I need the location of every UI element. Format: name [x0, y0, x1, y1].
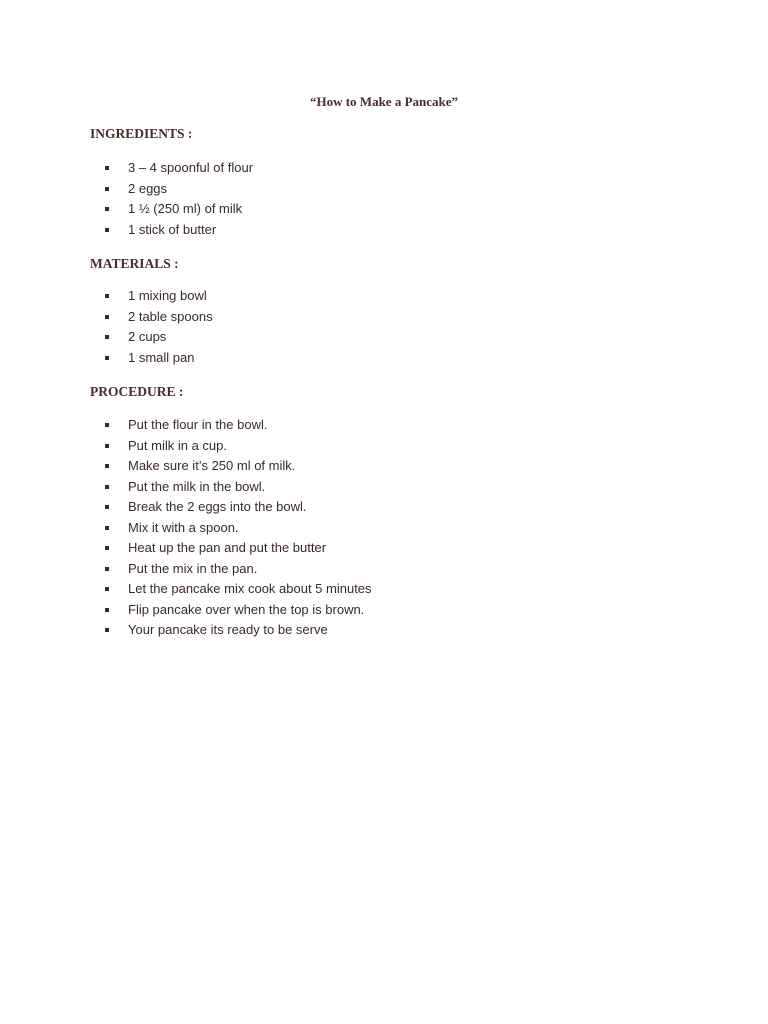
- square-bullet-icon: [105, 356, 109, 360]
- square-bullet-icon: [105, 187, 109, 191]
- list-item-text: Flip pancake over when the top is brown.: [128, 601, 365, 617]
- square-bullet-icon: [105, 315, 109, 319]
- square-bullet-icon: [105, 567, 109, 571]
- list-item-text: 2 table spoons: [128, 308, 213, 324]
- list-item-text: Put the flour in the bowl.: [128, 417, 268, 432]
- square-bullet-icon: [105, 207, 109, 211]
- square-bullet-icon: [105, 485, 109, 489]
- list-item-text: 2 eggs: [128, 180, 168, 196]
- list-item-text: Put the milk in the bowl.: [128, 478, 266, 494]
- list-item-text: Put the mix in the pan.: [128, 560, 258, 576]
- list-item-text: Let the pancake mix cook about 5 minutes: [128, 581, 372, 596]
- list-item-text: 1 mixing bowl: [128, 288, 207, 303]
- list-item-text: Break the 2 eggs into the bowl.: [128, 499, 307, 514]
- square-bullet-icon: [105, 608, 109, 612]
- list-item-text: Heat up the pan and put the butter: [128, 540, 327, 555]
- square-bullet-icon: [105, 423, 109, 427]
- list-item-text: Put milk in a cup.: [128, 437, 227, 453]
- square-bullet-icon: [105, 444, 109, 448]
- square-bullet-icon: [105, 546, 109, 550]
- list-item-text: 1 small pan: [128, 349, 195, 365]
- ingredients-heading: INGREDIENTS :: [90, 126, 193, 141]
- procedure-heading: PROCEDURE :: [90, 384, 184, 399]
- list-item-text: 1 stick of butter: [128, 221, 217, 237]
- square-bullet-icon: [105, 464, 109, 468]
- square-bullet-icon: [105, 294, 109, 298]
- square-bullet-icon: [105, 228, 109, 232]
- square-bullet-icon: [105, 526, 109, 530]
- square-bullet-icon: [105, 505, 109, 509]
- list-item-text: Make sure it’s 250 ml of milk.: [128, 458, 296, 473]
- square-bullet-icon: [105, 628, 109, 632]
- document-title: “How to Make a Pancake”: [309, 94, 459, 109]
- list-item-text: Mix it with a spoon.: [128, 519, 239, 535]
- list-item-text: Your pancake its ready to be serve: [128, 622, 328, 637]
- list-item-text: 1 ½ (250 ml) of milk: [128, 201, 243, 216]
- list-item-text: 3 – 4 spoonful of flour: [128, 160, 254, 175]
- list-item-text: 2 cups: [128, 329, 167, 344]
- square-bullet-icon: [105, 166, 109, 170]
- materials-heading: MATERIALS :: [90, 256, 179, 271]
- square-bullet-icon: [105, 335, 109, 339]
- square-bullet-icon: [105, 587, 109, 591]
